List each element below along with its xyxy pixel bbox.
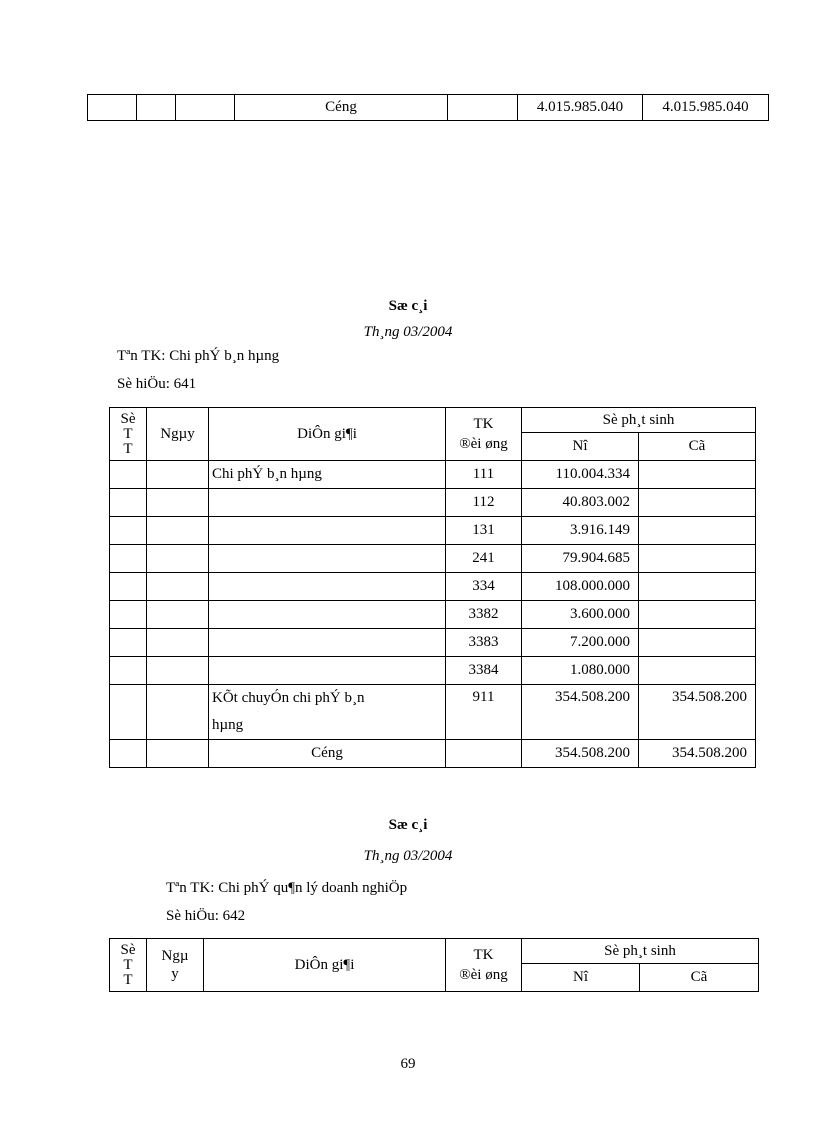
header-date: Ngµ y: [147, 939, 204, 992]
table-row: [110, 740, 756, 768]
ledger-641-total-label: Céng: [209, 740, 446, 768]
header-date: Ngµy: [147, 408, 209, 461]
ledger-641-table: [109, 407, 756, 768]
table-row: 241 79.904.685: [110, 545, 756, 573]
ledger-642-title: Sæ c¸i: [388, 817, 428, 833]
ledger-641-account-number: Sè hiÖu: 641: [117, 376, 197, 392]
header-description: DiÔn gi¶i: [204, 939, 446, 992]
header-description: DiÔn gi¶i: [209, 408, 446, 461]
table-row: KÕt chuyÓn chi phÝ b¸n hµng 911 354.508.200 354.508.200: [110, 685, 756, 740]
header-stt: Sè T T: [110, 408, 147, 461]
ledger-642-account-number: Sè hiÖu: 642: [166, 908, 246, 924]
total-label: Céng: [235, 95, 448, 121]
table-header-row: [110, 408, 756, 433]
table-row: [88, 95, 769, 121]
table-row: Chi phÝ b¸n hµng 111 110.004.334: [110, 461, 756, 489]
header-credit: Cã: [640, 964, 759, 992]
table-row: 131 3.916.149: [110, 517, 756, 545]
ledger-641-title: Sæ c¸i: [388, 298, 428, 314]
header-amount: Sè ph¸t sinh: [522, 408, 756, 433]
total-credit: 4.015.985.040: [643, 95, 769, 121]
page-number: 69: [400, 1056, 416, 1072]
ledger-641-total-debit: 354.508.200: [522, 740, 639, 768]
header-contra-account: TK ®èi øng: [446, 939, 522, 992]
total-debit: 4.015.985.040: [518, 95, 643, 121]
header-debit: Nî: [522, 964, 640, 992]
ledger-642-account-name: Tªn TK: Chi phÝ qu¶n lý doanh nghiÖp: [166, 880, 408, 896]
header-stt: Sè T T: [110, 939, 147, 992]
table-row: 3384 1.080.000: [110, 657, 756, 685]
ledger-642-month: Th¸ng 03/2004: [363, 848, 453, 864]
ledger-641-month: Th¸ng 03/2004: [363, 324, 453, 340]
header-contra-account: TK ®èi øng: [446, 408, 522, 461]
table-row: 3382 3.600.000: [110, 601, 756, 629]
header-amount: Sè ph¸t sinh: [522, 939, 759, 964]
ledger-641-account-name: Tªn TK: Chi phÝ b¸n hµng: [117, 348, 280, 364]
table-row: 112 40.803.002: [110, 489, 756, 517]
ledger-642-table: [109, 938, 759, 992]
top-total-table: [87, 94, 769, 121]
ledger-641-total-credit: 354.508.200: [639, 740, 756, 768]
table-row: 3383 7.200.000: [110, 629, 756, 657]
header-debit: Nî: [522, 433, 639, 461]
table-header-row: [110, 939, 759, 964]
header-credit: Cã: [639, 433, 756, 461]
transfer-description: KÕt chuyÓn chi phÝ b¸n hµng: [209, 685, 446, 740]
table-row: 334 108.000.000: [110, 573, 756, 601]
